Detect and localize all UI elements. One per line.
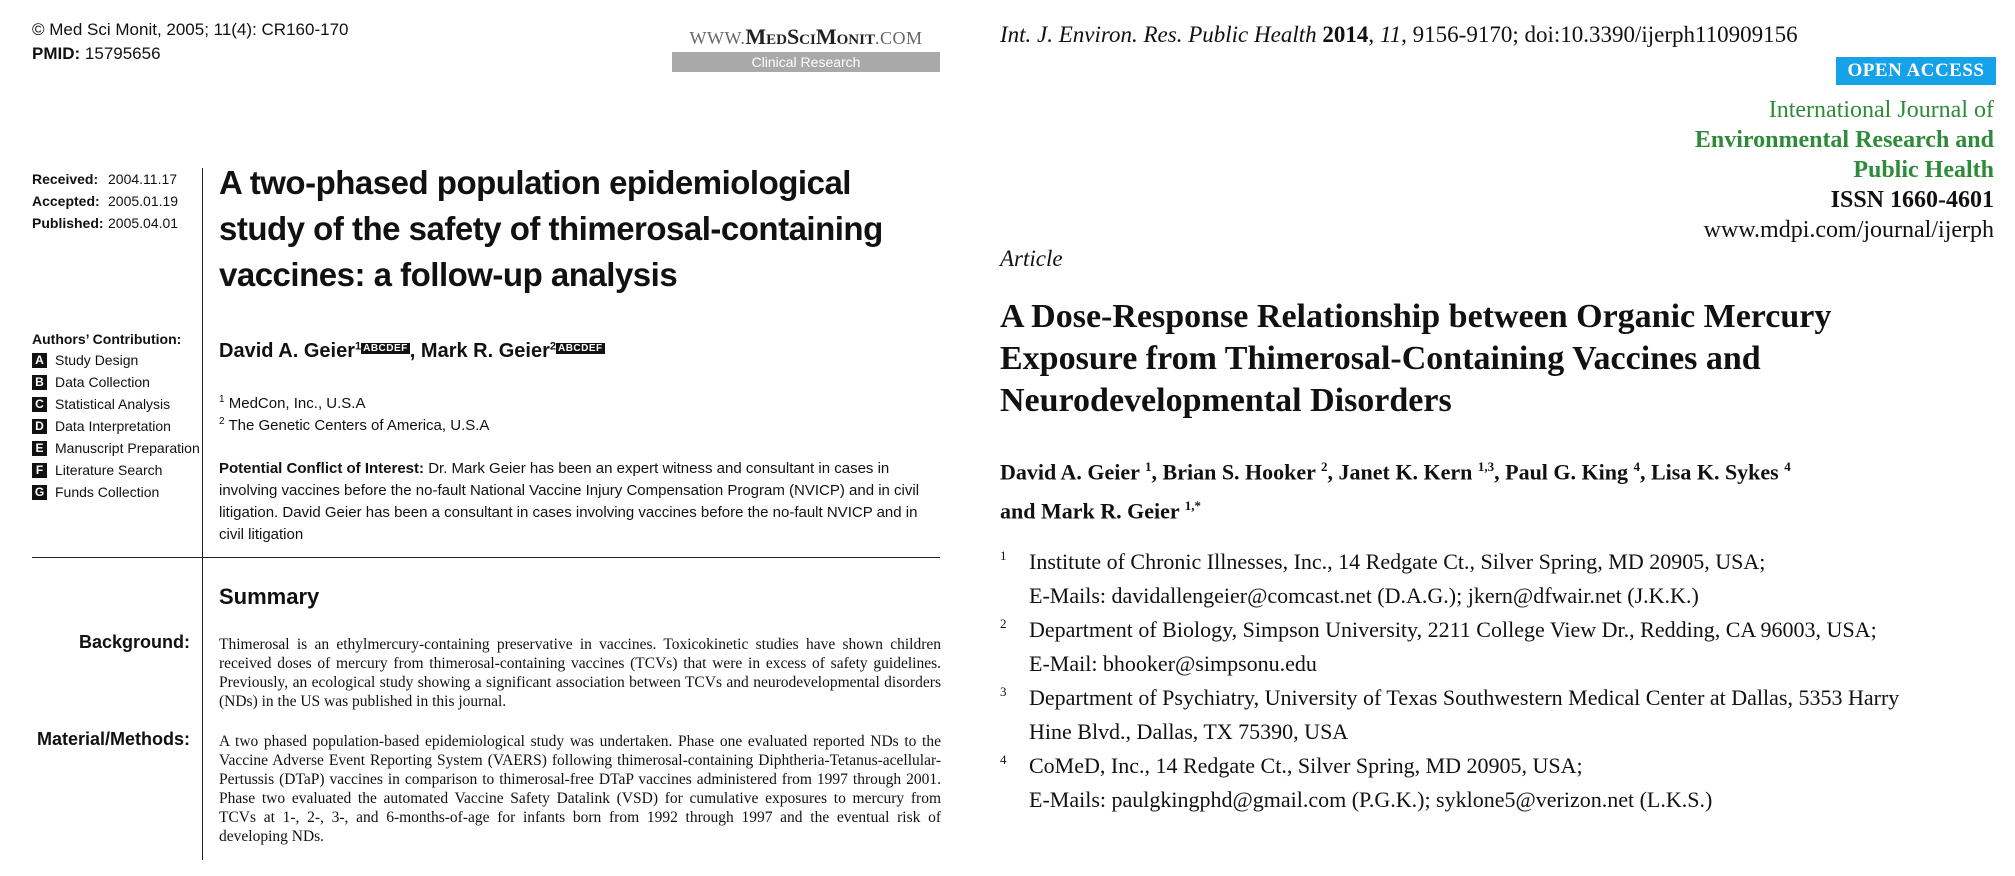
citation-rest: , 9156-9170; doi:10.3390/ijerph110909156 (1401, 22, 1798, 47)
contribution-label: Data Collection (55, 374, 150, 390)
conflict-of-interest (219, 458, 939, 546)
affiliation-text: The Genetic Centers of America, U.S.A (228, 417, 490, 434)
open-access-badge: OPEN ACCESS (1836, 57, 1996, 85)
contribution-item (32, 393, 200, 415)
date-row-published (32, 212, 178, 234)
contribution-label: Statistical Analysis (55, 396, 171, 412)
contribution-label: Data Interpretation (55, 418, 171, 434)
author-affiliation-sup: 1 (1145, 459, 1152, 474)
author-affiliation-sup: 1,* (1184, 498, 1202, 514)
affiliation-text: MedCon, Inc., U.S.A (228, 395, 366, 412)
date-value: 2005.04.01 (108, 215, 179, 231)
publication-dates (32, 168, 178, 234)
author-name: Brian S. Hooker (1162, 459, 1316, 485)
contribution-heading: Authors’ Contribution: (32, 331, 182, 347)
author-separator: , (409, 340, 416, 362)
author-name: Mark R. Geier (420, 340, 550, 362)
contribution-key: E (32, 441, 47, 456)
journal-masthead (1695, 95, 1994, 245)
contribution-key: D (32, 419, 47, 434)
column-divider (202, 168, 203, 860)
affiliation-line: Hine Blvd., Dallas, TX 75390, USA (1029, 719, 1349, 744)
affiliation-line: E-Mail: bhooker@simpsonu.edu (1029, 651, 1317, 676)
affiliation-item (219, 394, 365, 412)
contribution-item (32, 481, 200, 503)
contribution-key: A (32, 353, 47, 368)
pmid-line (32, 44, 161, 64)
affiliation-number: 2 (219, 416, 225, 427)
affiliation-number: 4 (1000, 752, 1007, 767)
date-label: Published: (32, 215, 104, 231)
citation-year: 2014 (1322, 22, 1369, 47)
contribution-key: C (32, 397, 47, 412)
affiliation-number: 3 (1000, 684, 1007, 699)
author-name: David A. Geier (1000, 459, 1140, 485)
journal-name-line3: Public Health (1853, 157, 1994, 183)
coi-text: Dr. Mark Geier has been an expert witness and consultant in cases in involving vaccines before the no-fault National Vaccine Injury Compensation Program (NVICP) and in civil litigation. David Geier has been a consultant in cases involving vaccines before the no-fault NVICP and in civil litigation (219, 460, 920, 543)
contribution-tag: ABCDEF (557, 343, 603, 354)
author-affiliation-sup: 2 (1321, 459, 1328, 474)
contribution-item (32, 437, 200, 459)
paper-title: A two-phased population epidemiological study of the safety of thimerosal-containing vaccines: a follow-up analysis (219, 164, 883, 293)
section-banner: Clinical Research (672, 52, 940, 72)
author-name: Mark R. Geier (1040, 498, 1180, 524)
author-name: Lisa K. Sykes (1650, 459, 1779, 485)
journal-name-line1: International Journal of (1768, 97, 1994, 123)
right-paper-page (985, 0, 2015, 876)
pmid-value: 15795656 (84, 44, 161, 63)
contribution-item (32, 459, 200, 481)
journal-citation: © Med Sci Monit, 2005; 11(4): CR160-170 (32, 20, 349, 39)
affiliation-number: 2 (1000, 616, 1007, 631)
contribution-item (32, 349, 200, 371)
section-divider (32, 557, 940, 558)
journal-url: www.mdpi.com/journal/ijerph (1703, 217, 1994, 243)
logo-brand-part2: Monit (815, 24, 875, 49)
logo-brand-part1: MedSci (745, 24, 816, 49)
author-name: David A. Geier (219, 340, 355, 362)
coi-label: Potential Conflict of Interest: (219, 460, 425, 477)
date-label: Accepted: (32, 193, 100, 209)
author-name: Janet K. Kern (1338, 459, 1473, 485)
logo-com: .COM (874, 28, 923, 48)
affiliation-line: Department of Psychiatry, University of Texas Southwestern Medical Center at Dallas, 5353 Harry (1029, 685, 1900, 710)
author-affiliation-sup: 1,3 (1477, 459, 1495, 474)
affiliation-item (219, 416, 489, 434)
date-value: 2004.11.17 (108, 171, 178, 187)
journal-issn: ISSN 1660-4601 (1830, 187, 1994, 213)
author-affiliation-sup: 1 (354, 340, 362, 353)
paper-title: A Dose-Response Relationship between Organic Mercury Exposure from Thimerosal-Containing Vaccines and Neurodevelopmental Disorders (1000, 298, 1832, 419)
contribution-key: B (32, 375, 47, 390)
contribution-label: Study Design (55, 352, 139, 368)
background-text: Thimerosal is an ethylmercury-containing preservative in vaccines. Toxicokinetic studies have shown children received doses of mercury from thimerosal-containing vaccines (TCVs) that were in excess of safety guidelines. Previously, an ecological study showing a significant association between TCVs and neurodevelopmental disorders (NDs) in the US was published in this journal. (219, 636, 941, 710)
contribution-label: Literature Search (55, 462, 163, 478)
author-list: David A. Geier $^1$, Brian S. Hooker $^2$, Janet K. Kern $^{1,3}$, Paul G. King $^4$, Lisa K. Sykes $^4$ and Mark R. Geier $^{1,*}$ (1000, 459, 1791, 524)
date-row-accepted (32, 190, 178, 212)
author-affiliation-sup: 4 (1784, 459, 1791, 474)
contribution-key: G (32, 485, 47, 500)
author-affiliation-sup: 2 (549, 340, 556, 353)
affiliation-line: CoMeD, Inc., 14 Redgate Ct., Silver Spring, MD 20905, USA; (1029, 753, 1583, 778)
methods-label: Material/Methods: (36, 729, 190, 749)
article-type: Article (1000, 246, 1063, 271)
journal-logo (672, 24, 940, 72)
contribution-tag: ABCDEF (363, 343, 408, 354)
pmid-label: PMID: (32, 44, 81, 63)
citation-journal: Int. J. Environ. Res. Public Health (1000, 22, 1317, 47)
date-row-received (32, 168, 178, 190)
summary-heading: Summary (219, 584, 320, 609)
contribution-key: F (32, 463, 47, 478)
journal-citation-line: Int. J. Environ. Res. Public Health 2014, 11, 9156-9170; doi:10.3390/ijerph110909156 (1000, 22, 1798, 47)
affiliation-number: 1 (219, 394, 225, 405)
methods-text: A two phased population-based epidemiological study was undertaken. Phase one evaluated reported NDs to the Vaccine Adverse Event Reporting System (VAERS) following thimerosal-containing Diphtheria-Tetanus-acellular-Pertussis (DTaP) vaccines in comparison to thimerosal-free DTaP vaccines administered from 1997 through 2001. Phase two evaluated the automated Vaccine Safety Datalink (VSD) for cumulative exposures to mercury from TCVs at 1-, 2-, 3-, and 6-months-of-age for infants born from 1992 through 1997 and the eventual risk of developing NDs. (219, 733, 941, 845)
author-name: Paul G. King (1505, 459, 1628, 485)
citation-volume: 11 (1379, 22, 1402, 47)
journal-name-line2: Environmental Research and (1694, 127, 1994, 153)
date-label: Received: (32, 171, 99, 187)
affiliation-line: Department of Biology, Simpson University, 2211 College View Dr., Redding, CA 96003, USA; (1029, 617, 1877, 642)
background-label: Background: (78, 632, 190, 652)
author-affiliation-sup: 4 (1633, 459, 1640, 474)
author-conjunction: and (1000, 498, 1036, 524)
affiliation-line: E-Mails: davidallengeier@comcast.net (D.A.G.); jkern@dfwair.net (J.K.K.) (1029, 583, 1699, 608)
author-list (219, 340, 605, 363)
affiliation-line: E-Mails: paulgkingphd@gmail.com (P.G.K.); syklone5@verizon.net (L.K.S.) (1029, 787, 1713, 812)
contribution-label: Manuscript Preparation (55, 440, 200, 456)
authors-contribution (32, 331, 200, 503)
date-value: 2005.01.19 (108, 193, 179, 209)
contribution-label: Funds Collection (55, 484, 160, 500)
affiliation-number: 1 (1000, 548, 1007, 563)
contribution-item (32, 371, 200, 393)
affiliation-line: Institute of Chronic Illnesses, Inc., 14 Redgate Ct., Silver Spring, MD 20905, USA; (1029, 549, 1766, 574)
logo-www: WWW. (689, 28, 746, 48)
contribution-item (32, 415, 200, 437)
left-paper-page (0, 0, 960, 876)
